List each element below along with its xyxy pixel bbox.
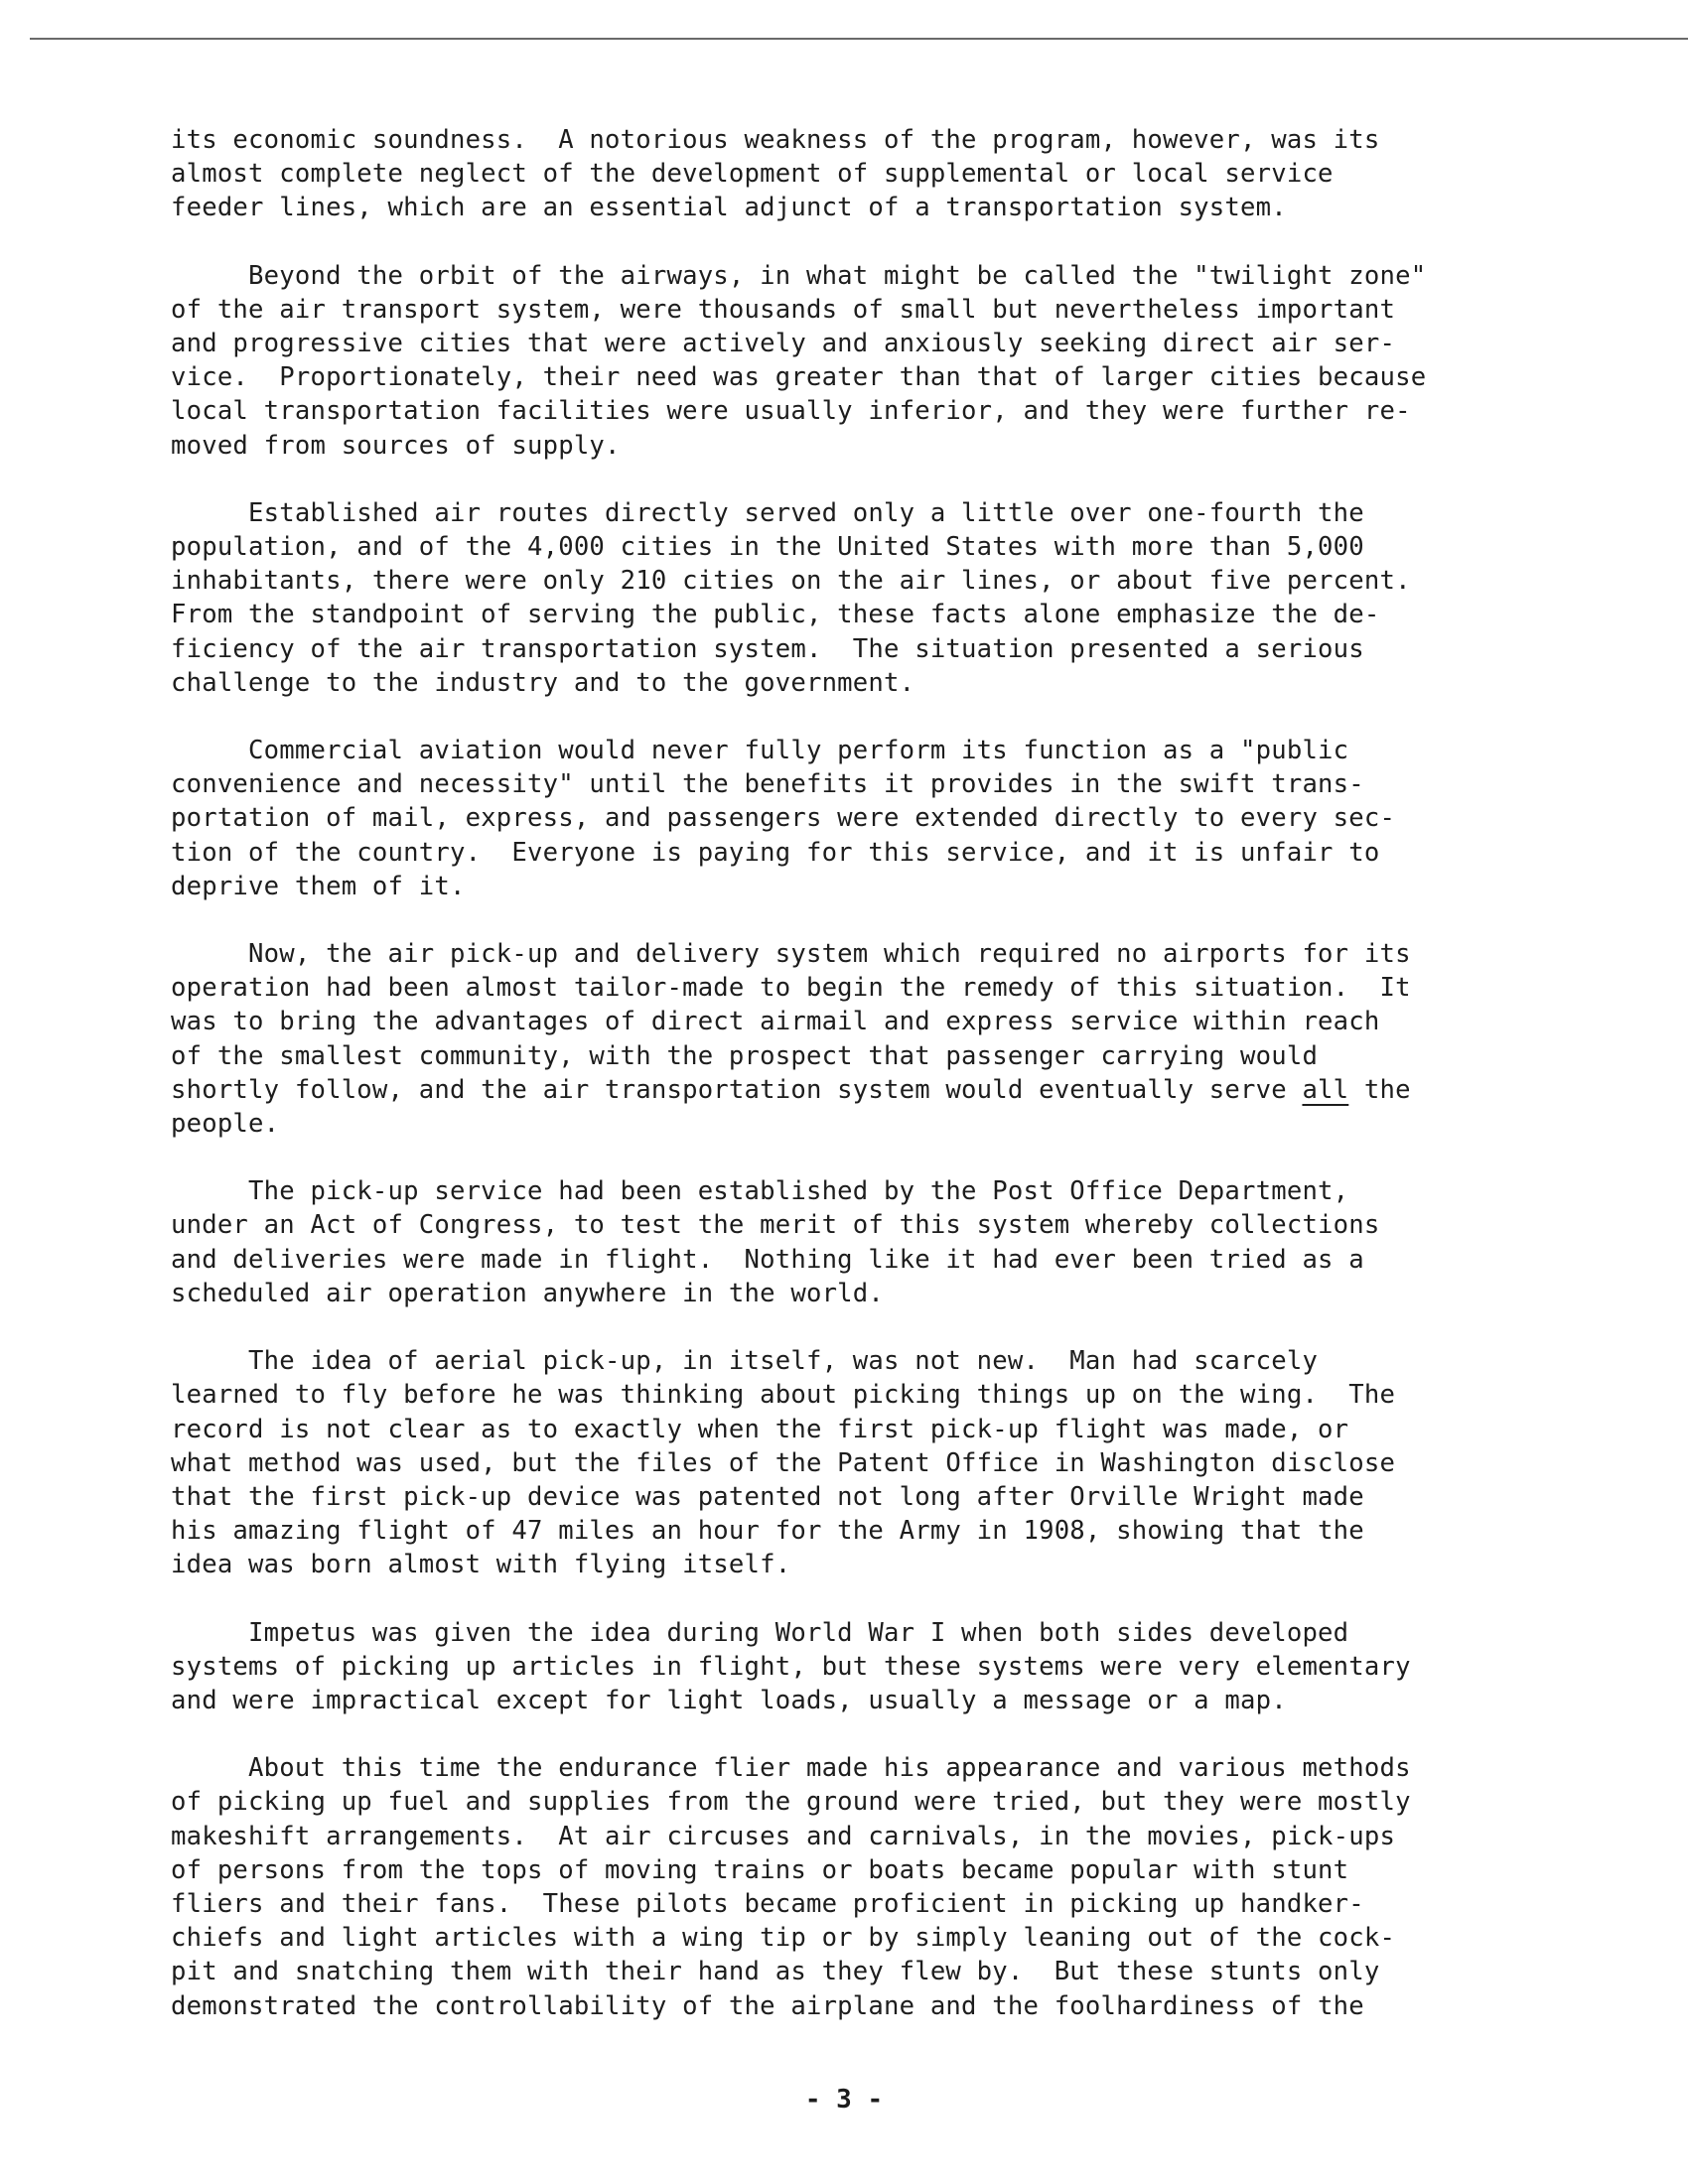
- paragraph-5: [171, 937, 1561, 1141]
- text-line: of persons from the tops of moving trains or boats became popular with stunt: [171, 1854, 1349, 1885]
- top-rule: [30, 38, 1688, 40]
- paragraph-7: [171, 1344, 1561, 1581]
- text-line: under an Act of Congress, to test the merit of this system whereby collections: [171, 1210, 1380, 1241]
- text-segment: shortly follow, and the air transportation system would eventually serve: [171, 1074, 1303, 1105]
- text-line: almost complete neglect of the development of supplemental or local service: [171, 159, 1334, 190]
- text-line: idea was born almost with flying itself.: [171, 1550, 791, 1580]
- text-line: was to bring the advantages of direct airmail and express service within reach: [171, 1007, 1380, 1037]
- page-number: - 3 -: [804, 2085, 884, 2115]
- text-line: The idea of aerial pick-up, in itself, was not new. Man had scarcely: [171, 1346, 1319, 1377]
- text-line: learned to fly before he was thinking about picking things up on the wing. The: [171, 1380, 1396, 1411]
- text-line: demonstrated the controllability of the airplane and the foolhardiness of the: [171, 1990, 1364, 2021]
- page-body: [171, 123, 1561, 2057]
- text-line: convenience and necessity" until the benefits it provides in the swift trans-: [171, 769, 1364, 800]
- text-line: tion of the country. Everyone is paying for this service, and it is unfair to: [171, 837, 1380, 868]
- text-line: of picking up fuel and supplies from the ground were tried, but they were mostly: [171, 1787, 1411, 1818]
- text-line: operation had been almost tailor-made to begin the remedy of this situation. It: [171, 973, 1411, 1004]
- text-line: challenge to the industry and to the government.: [171, 667, 915, 698]
- text-line: deprive them of it.: [171, 871, 466, 901]
- text-line: pit and snatching them with their hand as they flew by. But these stunts only: [171, 1957, 1380, 1987]
- paragraph-2: [171, 259, 1561, 463]
- text-line: Now, the air pick-up and delivery system which required no airports for its: [171, 939, 1411, 970]
- text-line: ficiency of the air transportation system. The situation presented a serious: [171, 633, 1364, 664]
- text-segment: the: [1348, 1074, 1411, 1105]
- text-line: About this time the endurance flier made his appearance and various methods: [171, 1753, 1411, 1784]
- paragraph-8: [171, 1616, 1561, 1718]
- text-line: scheduled air operation anywhere in the world.: [171, 1278, 885, 1308]
- text-line: portation of mail, express, and passengers were extended directly to every sec-: [171, 803, 1396, 834]
- text-line: and progressive cities that were actively and anxiously seeking direct air ser-: [171, 329, 1396, 359]
- text-line-underlined: [171, 1073, 1561, 1107]
- text-line: From the standpoint of serving the public, these facts alone emphasize the de-: [171, 600, 1380, 630]
- text-line: Impetus was given the idea during World War I when both sides developed: [171, 1617, 1349, 1648]
- text-line: population, and of the 4,000 cities in the United States with more than 5,000: [171, 532, 1364, 563]
- text-line: inhabitants, there were only 210 cities on the air lines, or about five percent.: [171, 566, 1411, 597]
- text-line: people.: [171, 1109, 280, 1140]
- text-line: vice. Proportionately, their need was greater than that of larger cities because: [171, 362, 1427, 393]
- text-line: and deliveries were made in flight. Nothing like it had ever been tried as a: [171, 1244, 1364, 1275]
- text-line: local transportation facilities were usually inferior, and they were further re-: [171, 396, 1411, 427]
- text-line: makeshift arrangements. At air circuses and carnivals, in the movies, pick-ups: [171, 1821, 1396, 1851]
- text-line: Established air routes directly served only a little over one-fourth the: [171, 497, 1364, 528]
- text-line: Commercial aviation would never fully perform its function as a "public: [171, 736, 1349, 766]
- text-line: fliers and their fans. These pilots became proficient in picking up handker-: [171, 1888, 1364, 1919]
- text-line: its economic soundness. A notorious weakness of the program, however, was its: [171, 125, 1380, 155]
- text-line: what method was used, but the files of the Patent Office in Washington disclose: [171, 1447, 1396, 1478]
- text-line: chiefs and light articles with a wing tip or by simply leaning out of the cock-: [171, 1923, 1396, 1954]
- text-line: that the first pick-up device was patented not long after Orville Wright made: [171, 1481, 1364, 1512]
- text-line: record is not clear as to exactly when the first pick-up flight was made, or: [171, 1414, 1349, 1444]
- underlined-word: all: [1302, 1074, 1349, 1105]
- text-line: systems of picking up articles in flight, but these systems were very elementary: [171, 1651, 1411, 1682]
- paragraph-9: [171, 1751, 1561, 2023]
- paragraph-6: [171, 1174, 1561, 1310]
- text-line: Beyond the orbit of the airways, in what might be called the "twilight zone": [171, 260, 1427, 291]
- text-line: his amazing flight of 47 miles an hour for the Army in 1908, showing that the: [171, 1516, 1364, 1547]
- text-line: and were impractical except for light loads, usually a message or a map.: [171, 1685, 1287, 1715]
- paragraph-1: [171, 123, 1561, 225]
- text-line: moved from sources of supply.: [171, 430, 621, 461]
- text-line: The pick-up service had been established by the Post Office Department,: [171, 1176, 1349, 1207]
- paragraph-4: [171, 734, 1561, 903]
- text-line: feeder lines, which are an essential adjunct of a transportation system.: [171, 193, 1287, 223]
- text-line: of the air transport system, were thousands of small but nevertheless important: [171, 294, 1396, 325]
- text-line: of the smallest community, with the prospect that passenger carrying would: [171, 1040, 1319, 1071]
- paragraph-3: [171, 496, 1561, 700]
